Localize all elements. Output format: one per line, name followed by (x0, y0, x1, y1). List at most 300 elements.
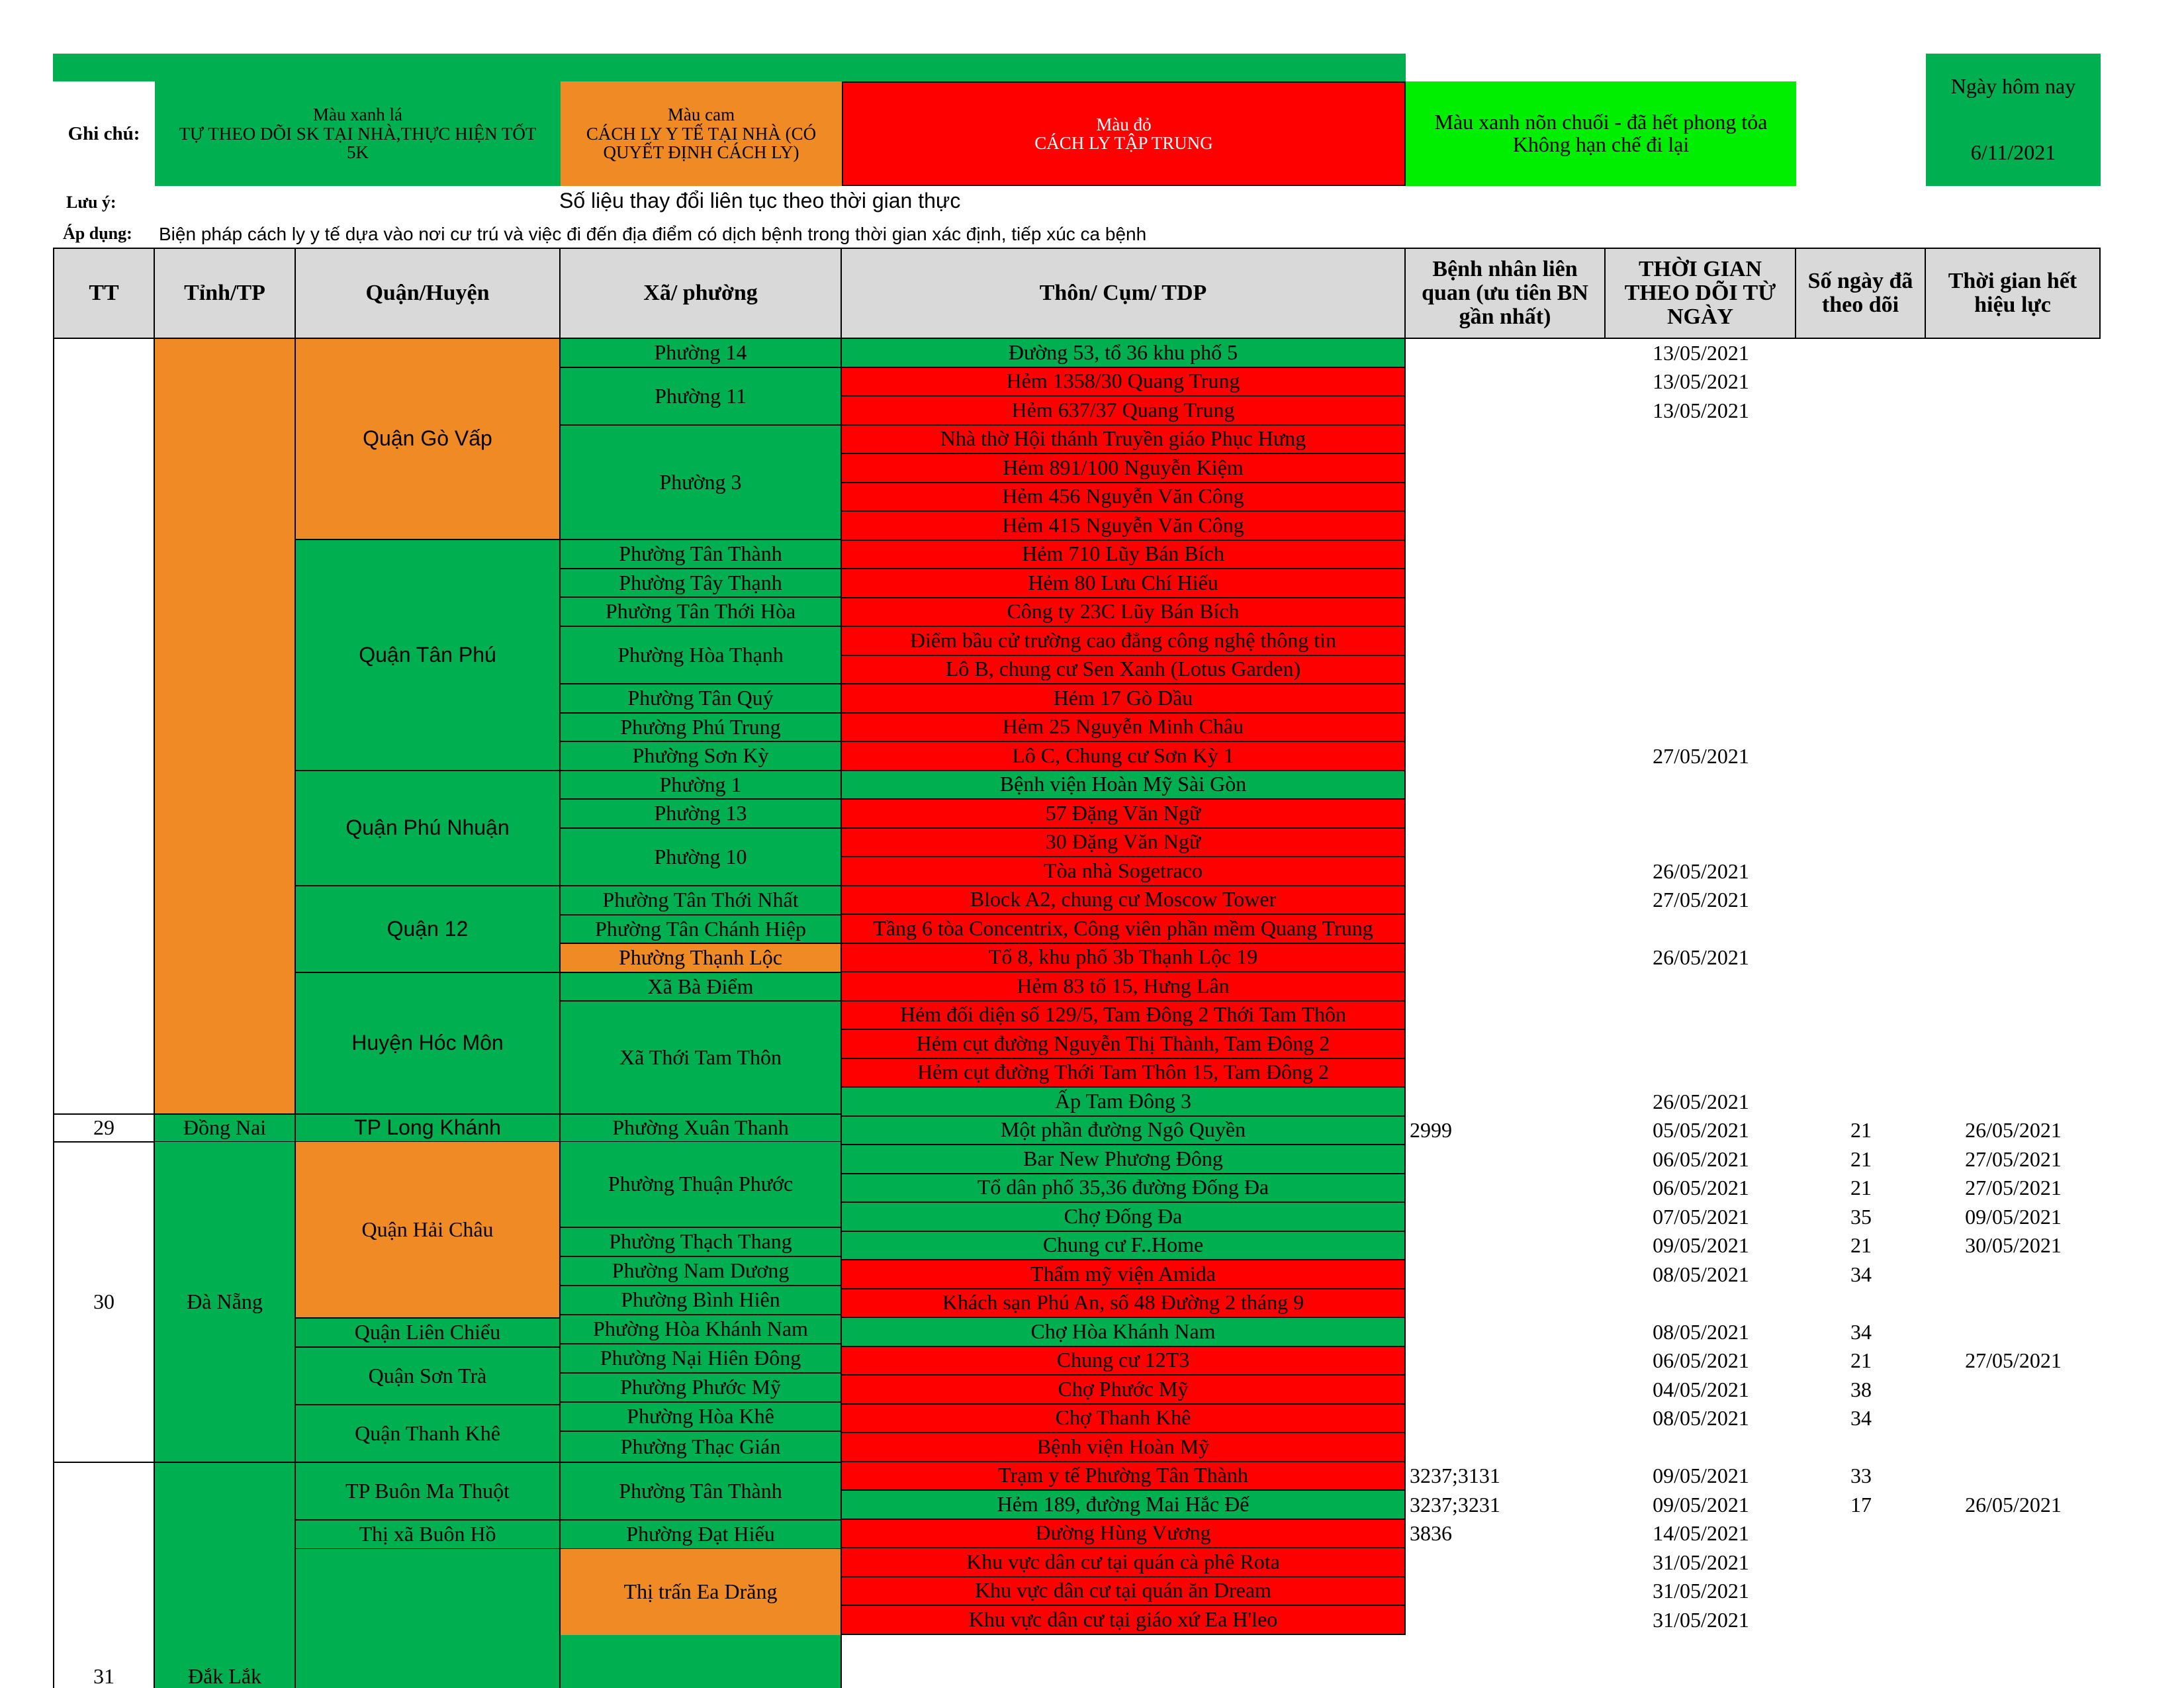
ghi-chu-label: Ghi chú: (68, 122, 140, 144)
xa-cell: Phường Tân Thành (561, 540, 842, 569)
het-han-cell (1926, 944, 2101, 973)
so-ngay-cell (1796, 426, 1926, 455)
het-han-cell (1926, 656, 2101, 685)
thon-cell: Lô B, chung cư Sen Xanh (Lotus Garden) (842, 656, 1406, 685)
tu-ngay-cell (1606, 972, 1796, 1002)
header-songay: Số ngày đã theo dõi (1796, 248, 1926, 339)
thon-cell: Block A2, chung cư Moscow Tower (842, 886, 1406, 915)
thon-cell: Đường Hùng Vương (842, 1520, 1406, 1549)
xa-cell: Phường Hòa Khánh Nam (561, 1315, 842, 1344)
so-ngay-cell (1796, 972, 1926, 1002)
legend-green-title: Màu xanh lá (313, 105, 402, 125)
tu-ngay-cell: 04/05/2021 (1653, 1377, 1749, 1401)
legend-lime-line1: Màu xanh nõn chuối - đã hết phong tỏa (1434, 110, 1768, 134)
xa-cell: Phường Nam Dương (561, 1257, 842, 1286)
quan-cell: Quận Tân Phú (296, 540, 561, 771)
xa-cell: Phường Bình Hiên (561, 1286, 842, 1315)
xa-cell: Phường Xuân Thanh (561, 1113, 842, 1143)
xa-cell: Phường 3 (561, 426, 842, 540)
legend-lime-line2: Không hạn chế đi lại (1512, 132, 1690, 156)
tu-ngay-cell (1606, 1289, 1796, 1319)
tu-ngay-cell (1606, 1433, 1796, 1462)
thon-cell: Khu vực dân cư tại giáo xứ Ea H'leo (842, 1606, 1406, 1635)
thon-cell: Đường 53, tổ 36 khu phố 5 (842, 339, 1406, 368)
xa-cell: Phường Thạnh Lộc (561, 944, 842, 973)
so-ngay-cell (1796, 454, 1926, 483)
so-ngay-cell (1796, 1606, 1926, 1635)
so-ngay-cell (1796, 800, 1926, 829)
het-han-cell: 27/05/2021 (1965, 1147, 2062, 1171)
xa-cell: Phường 13 (561, 800, 842, 829)
het-han-cell (1926, 684, 2101, 714)
bn-cell (1406, 454, 1606, 483)
thon-cell: Tầng 6 tòa Concentrix, Công viên phần mềm Quang Trung (842, 915, 1406, 944)
xa-cell: Phường Hòa Thạnh (561, 627, 842, 684)
tu-ngay-cell: 27/05/2021 (1653, 743, 1749, 768)
het-han-cell (1926, 627, 2101, 656)
tu-ngay-cell: 08/05/2021 (1653, 1319, 1749, 1344)
tu-ngay-cell: 26/05/2021 (1653, 1089, 1749, 1113)
tu-ngay-cell (1606, 684, 1796, 714)
tu-ngay-cell: 09/05/2021 (1653, 1233, 1749, 1258)
tu-ngay-cell: 27/05/2021 (1653, 888, 1749, 912)
so-ngay-cell: 21 (1850, 1147, 1872, 1171)
so-ngay-cell (1796, 1577, 1926, 1607)
bn-cell (1406, 397, 1606, 426)
het-han-cell (1926, 714, 2101, 743)
thon-cell: Bar New Phương Đông (842, 1145, 1406, 1174)
today-value: 6/11/2021 (1970, 140, 2056, 165)
tu-ngay-cell: 31/05/2021 (1653, 1550, 1749, 1574)
thon-cell: Hẻm cụt đường Nguyễn Thị Thành, Tam Đông 2 (842, 1030, 1406, 1059)
het-han-cell (1926, 569, 2101, 598)
so-ngay-cell (1796, 771, 1926, 800)
tu-ngay-cell: 14/05/2021 (1653, 1521, 1749, 1546)
quan-cell (296, 1549, 561, 1688)
het-han-cell (1926, 454, 2101, 483)
header-tt: TT (53, 248, 155, 339)
xa-cell (561, 1635, 842, 1688)
het-han-cell: 26/05/2021 (1965, 1492, 2062, 1517)
today-label: Ngày hôm nay (1950, 74, 2076, 99)
so-ngay-cell (1796, 1088, 1926, 1117)
xa-cell: Xã Bà Điểm (561, 973, 842, 1002)
xa-cell: Phường Thuận Phước (561, 1142, 842, 1228)
thon-cell: Lô C, Chung cư Sơn Kỳ 1 (842, 742, 1406, 771)
tu-ngay-cell: 08/05/2021 (1653, 1262, 1749, 1286)
tu-ngay-cell (1606, 656, 1796, 685)
legend-lime (1406, 81, 1796, 186)
tu-ngay-cell: 13/05/2021 (1653, 340, 1749, 365)
het-han-cell (1926, 426, 2101, 455)
so-ngay-cell (1796, 714, 1926, 743)
bn-cell (1406, 541, 1606, 570)
thon-cell: 30 Đặng Văn Ngữ (842, 829, 1406, 858)
xa-cell: Phường Đạt Hiếu (561, 1521, 842, 1550)
bn-cell (1406, 1145, 1606, 1174)
tu-ngay-cell (1606, 915, 1796, 944)
so-ngay-cell: 21 (1850, 1348, 1872, 1373)
tu-ngay-cell (1606, 771, 1796, 800)
het-han-cell (1926, 1260, 2101, 1289)
bn-cell (1406, 771, 1606, 800)
so-ngay-cell (1796, 512, 1926, 541)
xa-cell: Phường Tân Thới Nhất (561, 886, 842, 915)
legend-green-desc: TỰ THEO DÕI SK TẠI NHÀ,THỰC HIỆN TỐT 5K (179, 123, 537, 163)
tinh-cell: Đà Nẵng (155, 1142, 296, 1463)
het-han-cell (1926, 857, 2101, 886)
bn-cell (1406, 1203, 1606, 1232)
het-han-cell (1926, 915, 2101, 944)
bn-cell (1406, 1347, 1606, 1376)
header-hethan: Thời gian hết hiệu lực (1926, 248, 2101, 339)
bn-cell (1406, 1174, 1606, 1203)
tu-ngay-cell (1606, 627, 1796, 656)
xa-cell: Phường Nại Hiên Đông (561, 1344, 842, 1374)
xa-cell: Phường Phú Trung (561, 714, 842, 742)
thon-cell: Hẻm 710 Lũy Bán Bích (842, 541, 1406, 570)
so-ngay-cell: 35 (1850, 1204, 1872, 1229)
so-ngay-cell (1796, 598, 1926, 628)
tu-ngay-cell: 07/05/2021 (1653, 1204, 1749, 1229)
bn-cell: 3237;3131 (1410, 1464, 1500, 1488)
bn-cell (1406, 800, 1606, 829)
legend-red-title: Màu đỏ (1096, 114, 1152, 134)
het-han-cell (1926, 800, 2101, 829)
thon-cell: Hẻm 83 tổ 15, Hưng Lân (842, 972, 1406, 1002)
so-ngay-cell (1796, 1002, 1926, 1031)
thon-cell: Hẻm 891/100 Nguyễn Kiệm (842, 454, 1406, 483)
het-han-cell (1926, 1433, 2101, 1462)
quan-cell: Quận 12 (296, 886, 561, 973)
xa-cell: Phường 10 (561, 829, 842, 886)
tt-cell (53, 339, 155, 1113)
bn-cell (1406, 1376, 1606, 1405)
bn-cell (1406, 684, 1606, 714)
tinh-cell: Đồng Nai (155, 1113, 296, 1143)
thon-cell: Bệnh viện Hoàn Mỹ Sài Gòn (842, 771, 1406, 800)
so-ngay-cell (1796, 1030, 1926, 1059)
het-han-cell (1926, 1606, 2101, 1635)
quan-cell: TP Long Khánh (296, 1113, 561, 1143)
so-ngay-cell (1796, 944, 1926, 973)
bn-cell: 3836 (1410, 1521, 1452, 1546)
tu-ngay-cell: 06/05/2021 (1653, 1348, 1749, 1373)
xa-cell: Phường Thạc Gián (561, 1432, 842, 1463)
header-thon: Thôn/ Cụm/ TDP (842, 248, 1406, 339)
bn-cell (1406, 915, 1606, 944)
tu-ngay-cell (1606, 598, 1796, 628)
quan-cell: Quận Hải Châu (296, 1142, 561, 1319)
xa-cell: Phường Thạch Thang (561, 1228, 842, 1257)
so-ngay-cell (1796, 915, 1926, 944)
bn-cell (1406, 944, 1606, 973)
bn-cell (1406, 1002, 1606, 1031)
legend-orange-title: Màu cam (667, 105, 735, 125)
thon-cell: Chung cư 12T3 (842, 1347, 1406, 1376)
thon-cell: Hẻm 415 Nguyễn Văn Công (842, 512, 1406, 541)
so-ngay-cell (1796, 684, 1926, 714)
het-han-cell (1926, 1059, 2101, 1088)
het-han-cell (1926, 771, 2101, 800)
quan-cell: Huyện Hóc Môn (296, 973, 561, 1113)
thon-cell: Trạm y tế Phường Tân Thành (842, 1462, 1406, 1491)
thon-cell: Khách sạn Phú An, số 48 Đường 2 tháng 9 (842, 1289, 1406, 1319)
so-ngay-cell (1796, 569, 1926, 598)
bn-cell (1406, 829, 1606, 858)
tinh-cell (155, 339, 296, 1113)
tinh-cell: Đắk Lắk (155, 1463, 296, 1688)
tu-ngay-cell (1606, 1002, 1796, 1031)
het-han-cell (1926, 397, 2101, 426)
tu-ngay-cell: 26/05/2021 (1653, 859, 1749, 883)
het-han-cell: 27/05/2021 (1965, 1176, 2062, 1200)
legend-red (842, 81, 1406, 186)
het-han-cell: 09/05/2021 (1965, 1204, 2062, 1229)
tu-ngay-cell (1606, 714, 1796, 743)
tu-ngay-cell (1606, 483, 1796, 512)
bn-cell (1406, 627, 1606, 656)
so-ngay-cell: 38 (1850, 1377, 1872, 1401)
so-ngay-cell (1796, 829, 1926, 858)
legend-top-bar (53, 54, 1406, 81)
het-han-cell (1926, 598, 2101, 628)
tu-ngay-cell: 13/05/2021 (1653, 398, 1749, 422)
bn-cell (1406, 1059, 1606, 1088)
thon-cell: Công ty 23C Lũy Bán Bích (842, 598, 1406, 628)
het-han-cell (1926, 339, 2101, 368)
legend-green (155, 81, 561, 186)
het-han-cell (1926, 1318, 2101, 1347)
thon-cell: Bệnh viện Hoàn Mỹ (842, 1433, 1406, 1462)
thon-cell: Ấp Tam Đông 3 (842, 1088, 1406, 1117)
bn-cell (1406, 886, 1606, 915)
so-ngay-cell: 21 (1850, 1233, 1872, 1258)
bn-cell (1406, 857, 1606, 886)
tu-ngay-cell (1606, 1059, 1796, 1088)
so-ngay-cell (1796, 1520, 1926, 1549)
so-ngay-cell (1796, 483, 1926, 512)
het-han-cell (1926, 742, 2101, 771)
tu-ngay-cell (1606, 541, 1796, 570)
so-ngay-cell (1796, 1059, 1926, 1088)
thon-cell: Hẻm cụt đường Thới Tam Thôn 15, Tam Đông 2 (842, 1059, 1406, 1088)
thon-cell: Khu vực dân cư tại quán cà phê Rota (842, 1548, 1406, 1577)
quan-cell: Quận Phú Nhuận (296, 771, 561, 886)
tu-ngay-cell: 05/05/2021 (1653, 1118, 1749, 1143)
het-han-cell (1926, 1548, 2101, 1577)
het-han-cell (1926, 972, 2101, 1002)
thon-cell: Điểm bầu cử trường cao đẳng công nghệ thông tin (842, 627, 1406, 656)
het-han-cell (1926, 1577, 2101, 1607)
bn-cell (1406, 1548, 1606, 1577)
thon-cell: Chợ Đống Đa (842, 1203, 1406, 1232)
thon-cell: Chợ Phước Mỹ (842, 1376, 1406, 1405)
thon-cell: Chung cư F..Home (842, 1232, 1406, 1261)
bn-cell (1406, 1433, 1606, 1462)
bn-cell (1406, 339, 1606, 368)
so-ngay-cell (1796, 1548, 1926, 1577)
tu-ngay-cell: 06/05/2021 (1653, 1176, 1749, 1200)
xa-cell: Xã Thới Tam Thôn (561, 1002, 842, 1113)
so-ngay-cell (1796, 1433, 1926, 1462)
het-han-cell (1926, 1002, 2101, 1031)
het-han-cell (1926, 368, 2101, 397)
quan-cell: Quận Thanh Khê (296, 1405, 561, 1463)
bn-cell (1406, 598, 1606, 628)
het-han-cell: 26/05/2021 (1965, 1118, 2062, 1143)
tu-ngay-cell: 06/05/2021 (1653, 1147, 1749, 1171)
tu-ngay-cell: 09/05/2021 (1653, 1492, 1749, 1517)
bn-cell: 2999 (1410, 1118, 1452, 1143)
tu-ngay-cell (1606, 569, 1796, 598)
xa-cell: Phường 14 (561, 339, 842, 368)
so-ngay-cell: 21 (1850, 1118, 1872, 1143)
het-han-cell (1926, 1088, 2101, 1117)
legend-red-desc: CÁCH LY TẬP TRUNG (1034, 133, 1213, 153)
bn-cell (1406, 1260, 1606, 1289)
thon-cell: Chợ Hòa Khánh Nam (842, 1318, 1406, 1347)
xa-cell: Phường Phước Mỹ (561, 1374, 842, 1403)
so-ngay-cell (1796, 541, 1926, 570)
tu-ngay-cell (1606, 512, 1796, 541)
so-ngay-cell: 34 (1850, 1262, 1872, 1286)
xa-cell: Phường 1 (561, 771, 842, 800)
bn-cell (1406, 972, 1606, 1002)
luu-y-text: Số liệu thay đổi liên tục theo thời gian thực (559, 189, 961, 213)
bn-cell (1406, 1030, 1606, 1059)
so-ngay-cell: 34 (1850, 1406, 1872, 1430)
xa-cell: Phường Tân Thới Hòa (561, 598, 842, 627)
bn-cell (1406, 1232, 1606, 1261)
ap-dung-label: Áp dụng: (63, 224, 132, 244)
het-han-cell: 27/05/2021 (1965, 1348, 2062, 1373)
legend-orange (561, 81, 842, 186)
thon-cell: Hẻm 80 Lưu Chí Hiếu (842, 569, 1406, 598)
ap-dung-text: Biện pháp cách ly y tế dựa vào nơi cư trú và việc đi đến địa điểm có dịch bệnh trong thời gian xác định, tiếp xúc ca bệnh (159, 224, 1147, 245)
quan-cell: Quận Liên Chiểu (296, 1319, 561, 1348)
so-ngay-cell: 34 (1850, 1319, 1872, 1344)
bn-cell (1406, 1606, 1606, 1635)
bn-cell (1406, 1405, 1606, 1434)
bn-cell (1406, 714, 1606, 743)
het-han-cell: 30/05/2021 (1965, 1233, 2062, 1258)
quan-cell: Quận Sơn Trà (296, 1348, 561, 1405)
het-han-cell (1926, 541, 2101, 570)
bn-cell (1406, 368, 1606, 397)
quan-cell: Quận Gò Vấp (296, 339, 561, 540)
tu-ngay-cell (1606, 426, 1796, 455)
so-ngay-cell (1796, 397, 1926, 426)
het-han-cell (1926, 1520, 2101, 1549)
xa-cell: Phường Tân Chánh Hiệp (561, 915, 842, 944)
bn-cell (1406, 1289, 1606, 1319)
tu-ngay-cell: 31/05/2021 (1653, 1579, 1749, 1603)
tu-ngay-cell (1606, 800, 1796, 829)
so-ngay-cell (1796, 339, 1926, 368)
luu-y-label: Lưu ý: (66, 193, 116, 212)
thon-cell: Hẻm 25 Nguyễn Minh Châu (842, 714, 1406, 743)
xa-cell: Phường 11 (561, 368, 842, 426)
xa-cell: Phường Tân Quý (561, 684, 842, 714)
today-box (1926, 54, 2101, 186)
header-xa: Xã/ phường (561, 248, 842, 339)
het-han-cell (1926, 829, 2101, 858)
header-quan: Quận/Huyện (296, 248, 561, 339)
het-han-cell (1926, 1462, 2101, 1491)
header-tinh: Tỉnh/TP (155, 248, 296, 339)
bn-cell: 3237;3231 (1410, 1492, 1500, 1517)
xa-cell: Phường Sơn Kỳ (561, 742, 842, 771)
thon-cell: Nhà thờ Hội thánh Truyền giáo Phục Hưng (842, 426, 1406, 455)
het-han-cell (1926, 1376, 2101, 1405)
thon-cell: Tổ dân phố 35,36 đường Đống Đa (842, 1174, 1406, 1203)
so-ngay-cell (1796, 886, 1926, 915)
thon-cell: Hẻm 17 Gò Dầu (842, 684, 1406, 714)
xa-cell: Phường Tân Thành (561, 1463, 842, 1521)
tu-ngay-cell: 09/05/2021 (1653, 1464, 1749, 1488)
so-ngay-cell (1796, 656, 1926, 685)
bn-cell (1406, 1577, 1606, 1607)
bn-cell (1406, 483, 1606, 512)
so-ngay-cell (1796, 627, 1926, 656)
quan-cell: Thị xã Buôn Hồ (296, 1521, 561, 1550)
bn-cell (1406, 742, 1606, 771)
het-han-cell (1926, 512, 2101, 541)
xa-cell: Thị trấn Ea Drăng (561, 1549, 842, 1635)
tu-ngay-cell: 31/05/2021 (1653, 1607, 1749, 1632)
so-ngay-cell: 33 (1850, 1464, 1872, 1488)
xa-cell: Phường Tây Thạnh (561, 569, 842, 598)
het-han-cell (1926, 886, 2101, 915)
thon-cell: Hẻm 1358/30 Quang Trung (842, 368, 1406, 397)
het-han-cell (1926, 1289, 2101, 1319)
thon-cell: Một phần đường Ngô Quyền (842, 1117, 1406, 1146)
thon-cell: 57 Đặng Văn Ngữ (842, 800, 1406, 829)
xa-cell: Phường Hòa Khê (561, 1403, 842, 1432)
tu-ngay-cell: 13/05/2021 (1653, 369, 1749, 394)
thon-cell: Hẻm 456 Nguyễn Văn Công (842, 483, 1406, 512)
thon-cell: Tổ 8, khu phố 3b Thạnh Lộc 19 (842, 944, 1406, 973)
thon-cell: Hẻm 189, đường Mai Hắc Đế (842, 1491, 1406, 1520)
tu-ngay-cell: 26/05/2021 (1653, 945, 1749, 970)
bn-cell (1406, 656, 1606, 685)
bn-cell (1406, 569, 1606, 598)
tu-ngay-cell (1606, 829, 1796, 858)
so-ngay-cell (1796, 1289, 1926, 1319)
tu-ngay-cell (1606, 454, 1796, 483)
bn-cell (1406, 512, 1606, 541)
tu-ngay-cell: 08/05/2021 (1653, 1406, 1749, 1430)
header-thoigian: THỜI GIAN THEO DÕI TỪ NGÀY (1606, 248, 1796, 339)
thon-cell: Thẩm mỹ viện Amida (842, 1260, 1406, 1289)
legend-orange-desc: CÁCH LY Y TẾ TẠI NHÀ (CÓ QUYẾT ĐỊNH CÁCH LY) (586, 123, 817, 163)
tt-cell: 30 (53, 1142, 155, 1463)
het-han-cell (1926, 483, 2101, 512)
so-ngay-cell (1796, 368, 1926, 397)
het-han-cell (1926, 1030, 2101, 1059)
so-ngay-cell (1796, 857, 1926, 886)
thon-cell: Hẻm 637/37 Quang Trung (842, 397, 1406, 426)
tu-ngay-cell (1606, 1030, 1796, 1059)
thon-cell: Hẻm đối diện số 129/5, Tam Đông 2 Thới Tam Thôn (842, 1002, 1406, 1031)
bn-cell (1406, 426, 1606, 455)
header-bn: Bệnh nhân liên quan (ưu tiên BN gần nhất) (1406, 248, 1606, 339)
so-ngay-cell: 17 (1850, 1492, 1872, 1517)
tt-cell: 29 (53, 1113, 155, 1143)
tt-cell: 31 (53, 1463, 155, 1688)
bn-cell (1406, 1318, 1606, 1347)
